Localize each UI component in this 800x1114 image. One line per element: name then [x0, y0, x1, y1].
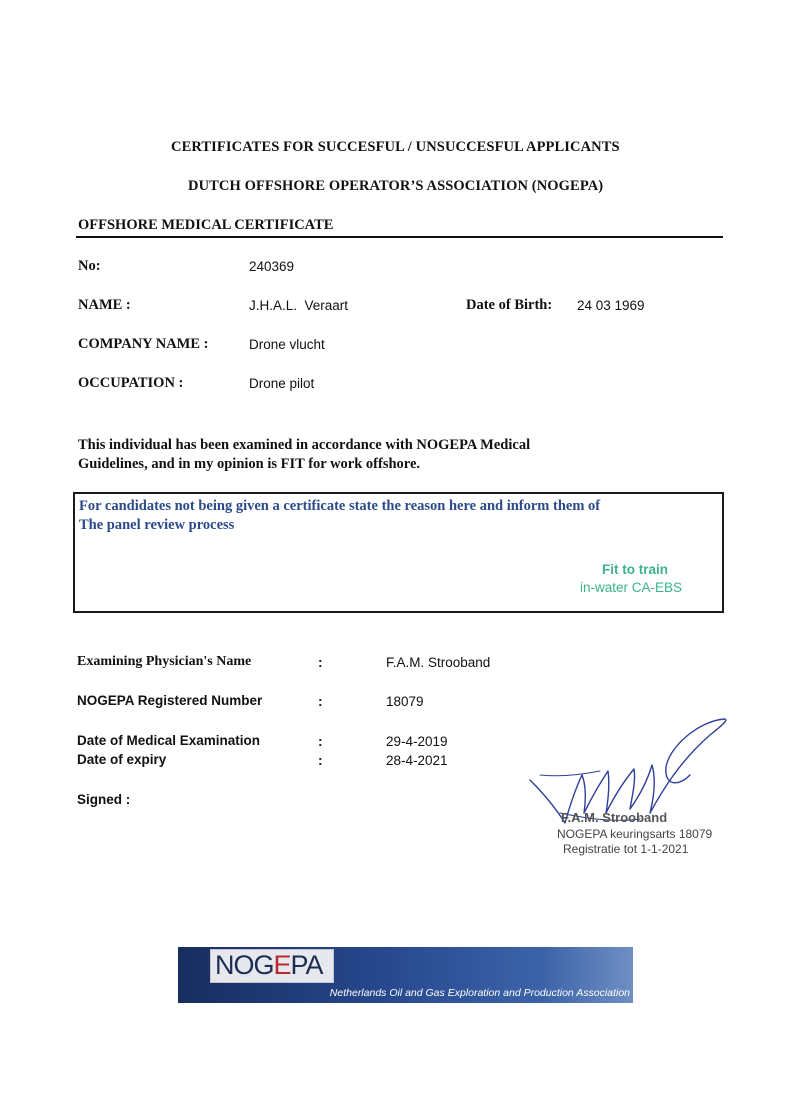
nogepa-banner: [178, 947, 633, 1003]
colon-2: :: [318, 693, 323, 709]
reason-line-1: For candidates not being given a certificate state the reason here and inform them of: [79, 498, 601, 514]
physician-name-label: Examining Physician's Name: [77, 654, 252, 669]
stamp-validity: Registratie tot 1-1-2021: [563, 842, 689, 856]
fitness-statement: This individual has been examined in accordance with NOGEPA Medical Guidelines, and in my opinion is FIT for work offshore.: [78, 437, 531, 472]
physician-name-value: F.A.M. Strooband: [386, 655, 491, 670]
name-value: J.H.A.L. Veraart: [249, 298, 349, 313]
stamp-physician-name: F.A.M. Strooband: [561, 810, 668, 825]
name-label: NAME :: [78, 297, 131, 313]
regnum-label: NOGEPA Registered Number: [77, 693, 263, 708]
exam-date-label: Date of Medical Examination: [77, 733, 261, 748]
expiry-date-value: 28-4-2021: [386, 753, 448, 768]
colon-3: :: [318, 733, 323, 749]
regnum-value: 18079: [386, 694, 424, 709]
section-rule: [76, 236, 723, 238]
company-label: COMPANY NAME :: [78, 336, 209, 352]
exam-date-value: 29-4-2019: [386, 734, 448, 749]
no-label: No:: [78, 258, 101, 274]
dob-label: Date of Birth:: [466, 297, 553, 313]
company-value: Drone vlucht: [249, 337, 325, 352]
header-line-2: DUTCH OFFSHORE OPERATOR’S ASSOCIATION (NOGEPA): [188, 178, 604, 194]
reason-line-2: The panel review process: [79, 517, 235, 533]
colon-4: :: [318, 752, 323, 768]
nogepa-logo-text: NOGEPA: [215, 950, 323, 980]
no-value: 240369: [249, 259, 295, 274]
fit-to-train-stamp: Fit to train: [602, 562, 668, 577]
section-title: OFFSHORE MEDICAL CERTIFICATE: [78, 217, 334, 233]
reason-box: [73, 492, 724, 613]
nogepa-tagline: Netherlands Oil and Gas Exploration and Production Association: [329, 987, 630, 999]
dob-value: 24 03 1969: [577, 298, 645, 313]
occupation-label: OCCUPATION :: [78, 375, 184, 391]
reason-box-text: [79, 497, 600, 535]
expiry-date-label: Date of expiry: [77, 752, 167, 767]
colon-1: :: [318, 654, 323, 670]
occupation-value: Drone pilot: [249, 376, 315, 391]
nogepa-logo: [210, 949, 334, 983]
in-water-stamp: in-water CA-EBS: [580, 580, 683, 595]
stamp-registration: NOGEPA keuringsarts 18079: [557, 827, 713, 841]
header-line-1: CERTIFICATES FOR SUCCESFUL / UNSUCCESFUL APPLICANTS: [171, 139, 620, 155]
signed-label: Signed :: [77, 792, 131, 807]
